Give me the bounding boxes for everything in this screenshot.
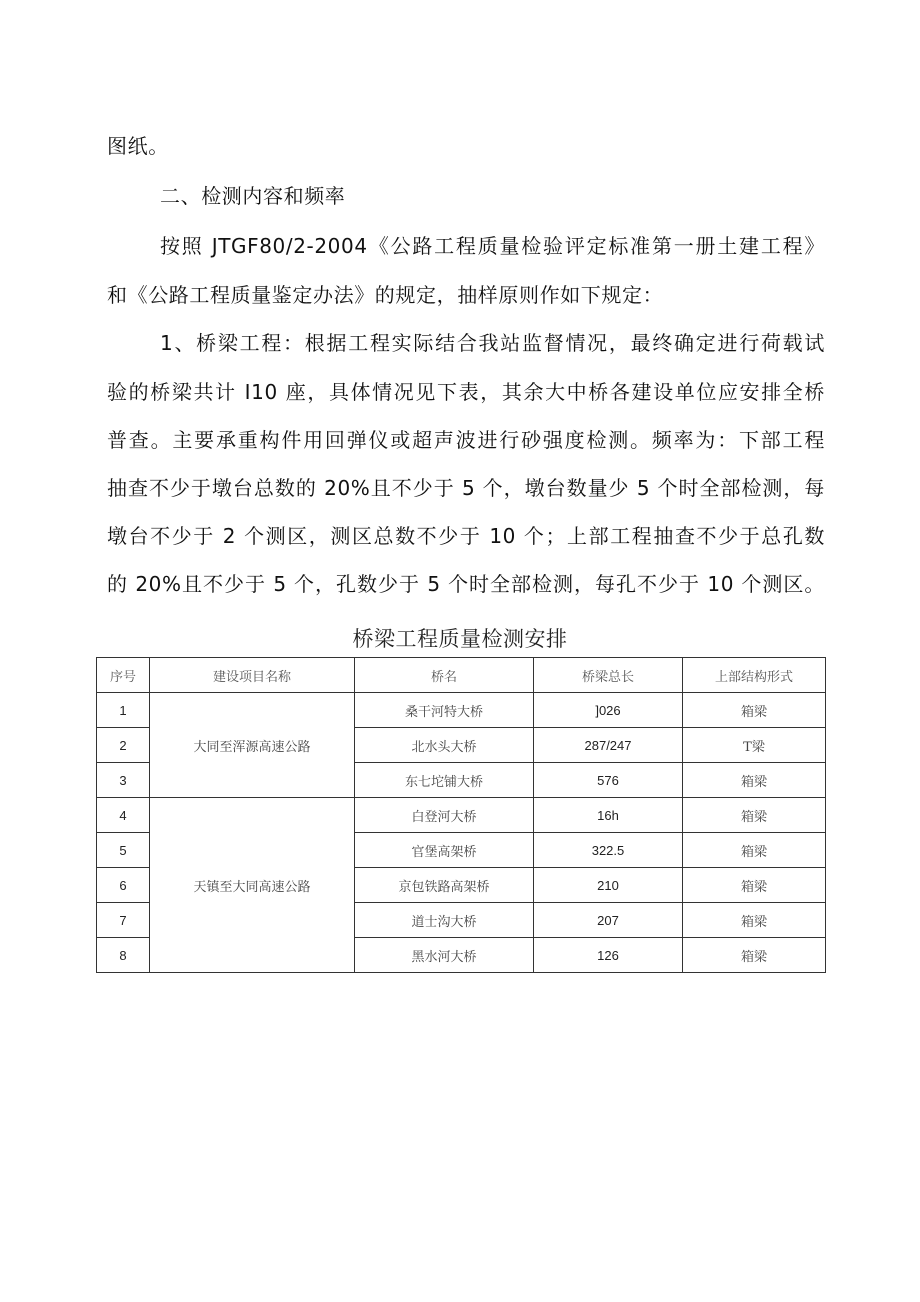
bridge-name: 官堡高架桥 <box>355 833 534 868</box>
row-no: 1 <box>97 693 150 728</box>
text-line: 普查。主要承重构件用回弹仪或超声波进行砂强度检测。频率为：下部工程 <box>107 428 825 452</box>
section-heading: 二、检测内容和频率 <box>160 184 346 208</box>
text-line: 抽查不少于墩台总数的 20%且不少于 5 个，墩台数量少 5 个时全部检测，每 <box>107 476 825 500</box>
text-line: 按照 JTGF80/2-2004《公路工程质量检验评定标准第一册土建工程》 <box>160 234 825 258</box>
row-no: 6 <box>97 868 150 903</box>
bridge-name: 白登河大桥 <box>355 798 534 833</box>
bridge-name: 桑干河特大桥 <box>355 693 534 728</box>
bridge-length: 126 <box>534 938 683 973</box>
text-line: 验的桥梁共计 I10 座，具体情况见下表，其余大中桥各建设单位应安排全桥 <box>107 380 825 404</box>
row-no: 5 <box>97 833 150 868</box>
structure-type: 箱梁 <box>683 798 826 833</box>
header-cell-bridge: 桥名 <box>355 658 534 693</box>
structure-type: T梁 <box>683 728 826 763</box>
bridge-length: ]026 <box>534 693 683 728</box>
text-line: 和《公路工程质量鉴定办法》的规定，抽样原则作如下规定： <box>107 283 664 307</box>
structure-type: 箱梁 <box>683 903 826 938</box>
structure-type: 箱梁 <box>683 833 826 868</box>
table-header-row <box>97 658 826 693</box>
text-line: 墩台不少于 2 个测区，测区总数不少于 10 个；上部工程抽查不少于总孔数 <box>107 524 825 548</box>
structure-type: 箱梁 <box>683 938 826 973</box>
bridge-length: 576 <box>534 763 683 798</box>
structure-type: 箱梁 <box>683 868 826 903</box>
row-no: 7 <box>97 903 150 938</box>
row-no: 2 <box>97 728 150 763</box>
bridge-name: 京包铁路高架桥 <box>355 868 534 903</box>
bridge-length: 207 <box>534 903 683 938</box>
header-cell-structure: 上部结构形式 <box>683 658 826 693</box>
bridge-name: 黑水河大桥 <box>355 938 534 973</box>
table-title: 桥梁工程质量检测安排 <box>352 627 568 651</box>
bridge-name: 东七坨铺大桥 <box>355 763 534 798</box>
bridge-length: 322.5 <box>534 833 683 868</box>
bridge-name: 道士沟大桥 <box>355 903 534 938</box>
structure-type: 箱梁 <box>683 763 826 798</box>
text-line: 的 20%且不少于 5 个，孔数少于 5 个时全部检测，每孔不少于 10 个测区。 <box>107 572 825 596</box>
structure-type: 箱梁 <box>683 693 826 728</box>
bridge-length: 287/247 <box>534 728 683 763</box>
row-no: 3 <box>97 763 150 798</box>
row-no: 8 <box>97 938 150 973</box>
header-cell-no: 序号 <box>97 658 150 693</box>
bridge-length: 210 <box>534 868 683 903</box>
project-name-cell: 大同至浑源高速公路 <box>150 693 355 798</box>
bridge-inspection-table <box>96 657 826 973</box>
header-cell-length: 桥梁总长 <box>534 658 683 693</box>
table-row <box>97 693 826 728</box>
text-line: 图纸。 <box>107 134 169 158</box>
text-line: 1、桥梁工程：根据工程实际结合我站监督情况，最终确定进行荷载试 <box>160 331 825 355</box>
project-name-cell: 天镇至大同高速公路 <box>150 798 355 973</box>
bridge-length: 16h <box>534 798 683 833</box>
header-cell-project: 建设项目名称 <box>150 658 355 693</box>
bridge-name: 北水头大桥 <box>355 728 534 763</box>
table-row <box>97 798 826 833</box>
row-no: 4 <box>97 798 150 833</box>
